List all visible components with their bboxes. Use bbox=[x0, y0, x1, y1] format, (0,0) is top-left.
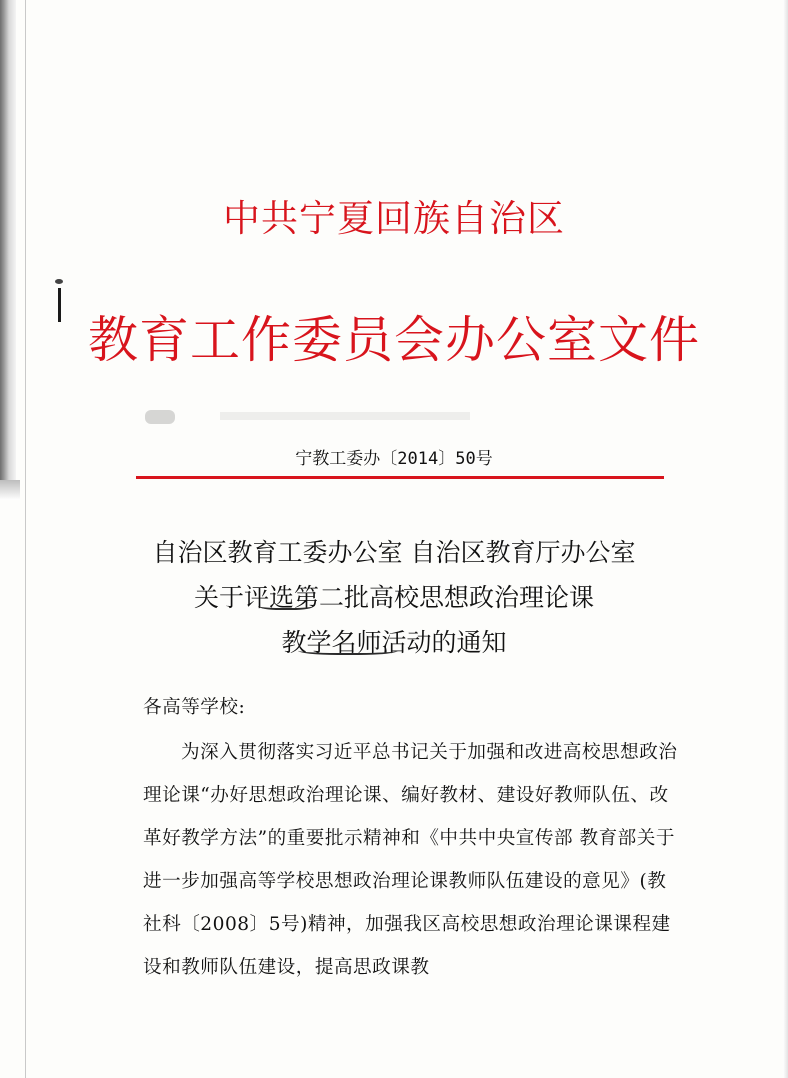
title-line-3: 教学名师活动的通知 bbox=[281, 628, 507, 657]
title-line-1: 自治区教育工委办公室 自治区教育厅办公室 bbox=[152, 538, 636, 567]
document-number: 宁教工委办〔2014〕50号 bbox=[295, 449, 493, 469]
handwritten-underline bbox=[298, 644, 398, 655]
header-line-1: 中共宁夏回族自治区 bbox=[223, 197, 565, 240]
scan-edge-fold bbox=[0, 480, 20, 500]
body-text: 为深入贯彻落实习近平总书记关于加强和改进高校思想政治理论课“办好思想政治理论课、编好教材、建设好教师队伍、改革好教学方法”的重要批示精神和《中共中央宣传部 教育部关于进一步加强高等学校思想政治理论课教师队伍建设的意见》(教社科〔2008〕5号)精神，加强我区高校思想政治理论课课程建设和教师队伍建设，提高思政课教 bbox=[143, 742, 678, 978]
red-divider-rule bbox=[136, 476, 664, 479]
salutation: 各高等学校: bbox=[143, 697, 246, 718]
bleed-through-mark bbox=[220, 412, 470, 420]
body-paragraph bbox=[143, 731, 683, 989]
handwritten-underline bbox=[258, 600, 314, 610]
header-line-2: 教育工作委员会办公室文件 bbox=[88, 311, 700, 369]
title-line-2: 关于评选第二批高校思想政治理论课 bbox=[193, 583, 594, 612]
bleed-through-mark bbox=[145, 410, 175, 424]
binding-hole-icon bbox=[55, 279, 63, 284]
